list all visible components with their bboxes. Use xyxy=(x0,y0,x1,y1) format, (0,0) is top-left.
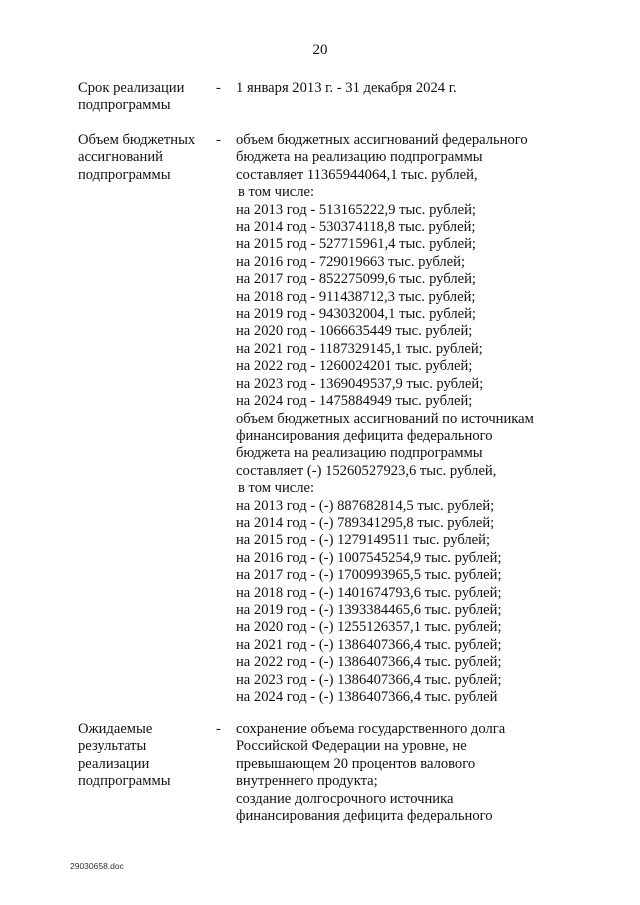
budget-line: на 2018 год - (-) 1401674793,6 тыс. рублей; xyxy=(236,584,502,601)
budget-line: на 2024 год - 1475884949 тыс. рублей; xyxy=(236,393,473,410)
budget-line: на 2022 год - 1260024201 тыс. рублей; xyxy=(236,358,473,375)
budget-line: на 2019 год - (-) 1393384465,6 тыс. рублей; xyxy=(236,601,502,618)
term-label xyxy=(78,80,213,115)
budget-line: на 2019 год - 943032004,1 тыс. рублей; xyxy=(236,306,476,323)
budget-label xyxy=(78,132,213,184)
budget-label-line: ассигнований xyxy=(78,149,163,166)
budget-line: на 2024 год - (-) 1386407366,4 тыс. рублей xyxy=(236,689,498,705)
budget-line: на 2016 год - (-) 1007545254,9 тыс. рублей; xyxy=(236,549,502,566)
budget-line: на 2022 год - (-) 1386407366,4 тыс. рублей; xyxy=(236,654,502,671)
results-line: финансирования дефицита федерального xyxy=(236,808,493,825)
budget-line: в том числе: xyxy=(238,184,315,201)
results-label xyxy=(78,721,213,791)
results-line: превышающем 20 процентов валового xyxy=(236,755,476,772)
budget-line: объем бюджетных ассигнований федерального xyxy=(236,132,528,148)
budget-dash: - xyxy=(216,132,221,148)
budget-line: на 2021 год - 1187329145,1 тыс. рублей; xyxy=(236,340,483,357)
budget-line: в том числе: xyxy=(238,480,315,497)
results-value xyxy=(236,721,536,825)
results-line: создание долгосрочного источника xyxy=(236,790,454,807)
budget-value xyxy=(236,132,536,706)
budget-line: на 2021 год - (-) 1386407366,4 тыс. рублей; xyxy=(236,636,502,653)
budget-line: на 2023 год - 1369049537,9 тыс. рублей; xyxy=(236,375,484,392)
results-label-line: реализации xyxy=(78,755,150,772)
term-value-line: 1 января 2013 г. - 31 декабря 2024 г. xyxy=(236,80,457,96)
budget-line: на 2013 год - (-) 887682814,5 тыс. рублей; xyxy=(236,497,495,514)
budget-label-line: подпрограммы xyxy=(78,166,171,183)
term-label-line: Срок реализации xyxy=(78,80,185,96)
budget-line: на 2014 год - 530374118,8 тыс. рублей; xyxy=(236,219,476,236)
results-label-line: подпрограммы xyxy=(78,773,171,790)
budget-line: на 2020 год - 1066635449 тыс. рублей; xyxy=(236,323,473,340)
term-value xyxy=(236,80,536,97)
budget-line: на 2015 год - 527715961,4 тыс. рублей; xyxy=(236,236,476,253)
results-line: внутреннего продукта; xyxy=(236,773,378,790)
term-label-line: подпрограммы xyxy=(78,97,171,114)
results-line: сохранение объема государственного долга xyxy=(236,721,506,737)
budget-line: на 2016 год - 729019663 тыс. рублей; xyxy=(236,253,466,270)
budget-line: на 2013 год - 513165222,9 тыс. рублей; xyxy=(236,201,476,218)
budget-line: на 2023 год - (-) 1386407366,4 тыс. рублей; xyxy=(236,671,502,688)
budget-line: на 2020 год - (-) 1255126357,1 тыс. рублей; xyxy=(236,619,502,636)
budget-line: объем бюджетных ассигнований по источникам xyxy=(236,410,534,427)
budget-line: бюджета на реализацию подпрограммы xyxy=(236,445,483,462)
results-label-line: Ожидаемые xyxy=(78,721,153,737)
page-number: 20 xyxy=(312,42,328,58)
budget-line: финансирования дефицита федерального xyxy=(236,427,493,444)
budget-label-line: Объем бюджетных xyxy=(78,132,196,148)
term-dash: - xyxy=(216,80,221,96)
budget-line: на 2015 год - (-) 1279149511 тыс. рублей; xyxy=(236,532,491,549)
results-dash: - xyxy=(216,721,221,737)
budget-line: на 2014 год - (-) 789341295,8 тыс. рублей; xyxy=(236,514,495,531)
budget-line: на 2017 год - (-) 1700993965,5 тыс. рублей; xyxy=(236,567,502,584)
budget-line: составляет 11365944064,1 тыс. рублей, xyxy=(236,166,478,183)
budget-line: на 2017 год - 852275099,6 тыс. рублей; xyxy=(236,271,476,288)
results-line: Российской Федерации на уровне, не xyxy=(236,738,467,755)
budget-line: на 2018 год - 911438712,3 тыс. рублей; xyxy=(236,288,476,305)
footer-filename: 29030658.doc xyxy=(70,861,124,871)
budget-line: бюджета на реализацию подпрограммы xyxy=(236,149,483,166)
results-label-line: результаты xyxy=(78,738,147,755)
budget-line: составляет (-) 15260527923,6 тыс. рублей, xyxy=(236,462,497,479)
